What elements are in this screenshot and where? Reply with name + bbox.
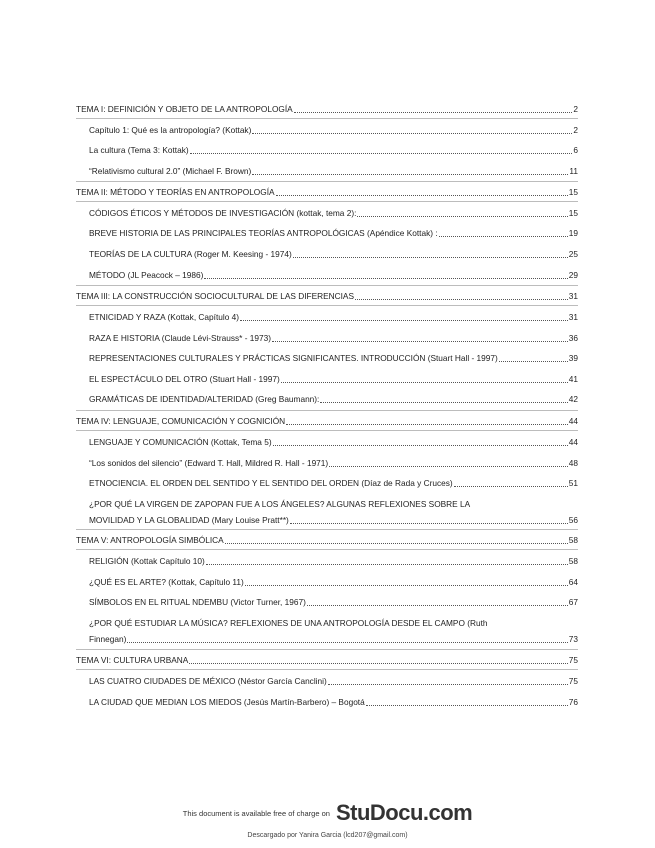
toc-entry[interactable] [89,228,578,239]
dot-leader [366,704,568,706]
divider [76,201,578,202]
download-credit: Descargado por Yanira Garcia (lcd207@gmail.com) [247,832,408,839]
toc-entry-title: TEMA II: MÉTODO Y TEORÍAS EN ANTROPOLOGÍA [76,187,275,197]
toc-entry-title-cont: MOVILIDAD Y LA GLOBALIDAD (Mary Louise Pratt**) [89,515,289,525]
toc-entry[interactable] [89,499,578,526]
toc-entry-page: 48 [568,458,578,468]
dot-leader [189,662,567,664]
toc-entry-page: 31 [568,291,578,301]
dot-leader [293,256,568,258]
toc-entry-title: ¿POR QUÉ LA VIRGEN DE ZAPOPAN FUE A LOS ÁNGELES? ALGUNAS REFLEXIONES SOBRE LA [89,499,471,509]
toc-entry-page: 39 [568,353,578,363]
dot-leader [245,584,568,586]
toc-entry[interactable] [76,416,578,427]
toc-entry-title: RELIGIÓN (Kottak Capítulo 10) [89,556,205,566]
dot-leader [273,444,568,446]
toc-entry-title: LA CIUDAD QUE MEDIAN LOS MIEDOS (Jesús Martín-Barbero) – Bogotá [89,697,365,707]
toc-entry-page: 2 [573,104,578,114]
toc-entry[interactable] [89,697,578,708]
toc-entry[interactable] [76,104,578,115]
toc-entry-title: RAZA E HISTORIA (Claude Lévi-Strauss* - 1973) [89,333,271,343]
dot-leader [127,641,567,643]
toc-entry-title: REPRESENTACIONES CULTURALES Y PRÁCTICAS SIGNIFICANTES. INTRODUCCIÓN (Stuart Hall - 1997) [89,353,498,363]
toc-entry-title: ¿QUÉ ES EL ARTE? (Kottak, Capítulo 11) [89,577,244,587]
toc-entry-page: 36 [568,333,578,343]
dot-leader [281,381,568,383]
toc-entry-page: 15 [568,187,578,197]
toc-entry[interactable] [89,597,578,608]
toc-entry-page: 6 [573,145,578,155]
toc-entry[interactable] [89,458,578,469]
toc-entry[interactable] [89,556,578,567]
toc-entry-title: ETNICIDAD Y RAZA (Kottak, Capítulo 4) [89,312,240,322]
toc-entry-page: 67 [568,597,578,607]
dot-leader [329,465,568,467]
toc-entry[interactable] [89,333,578,344]
divider [76,649,578,650]
toc-entry-title: TEMA V: ANTROPOLOGÍA SIMBÓLICA [76,535,224,545]
toc-entry-title: TEMA VI: CULTURA URBANA [76,655,189,665]
toc-entry-page: 51 [568,478,578,488]
toc-entry-page: 25 [568,249,578,259]
toc-entry-page: 44 [568,437,578,447]
toc-entry[interactable] [76,535,578,546]
toc-entry-title: GRAMÁTICAS DE IDENTIDAD/ALTERIDAD (Greg Baumann): [89,394,320,404]
dot-leader [357,215,567,217]
dot-leader [320,401,567,403]
toc-entry-title-cont: Finnegan) [89,634,127,644]
divider [76,549,578,550]
toc-entry[interactable] [89,208,578,219]
toc-entry-page: 15 [568,208,578,218]
toc-entry-page: 75 [568,676,578,686]
toc-entry[interactable] [76,291,578,302]
toc-entry[interactable] [89,437,578,448]
toc-entry-title: CÓDIGOS ÉTICOS Y MÉTODOS DE INVESTIGACIÓN (kottak, tema 2): [89,208,357,218]
toc-entry-page: 58 [568,556,578,566]
toc-entry[interactable] [89,353,578,364]
dot-leader [204,277,567,279]
toc-entry[interactable] [89,312,578,323]
toc-entry-page: 19 [568,228,578,238]
toc-entry-title: TEMA I: DEFINICIÓN Y OBJETO DE LA ANTROPOLOGÍA [76,104,293,114]
divider [76,118,578,119]
toc-entry[interactable] [89,125,578,136]
divider [76,305,578,306]
toc-entry-title: Capítulo 1: Qué es la antropología? (Kottak) [89,125,252,135]
toc-entry-title: SÍMBOLOS EN EL RITUAL NDEMBU (Victor Turner, 1967) [89,597,306,607]
toc-entry-title: “Los sonidos del silencio” (Edward T. Hall, Mildred R. Hall - 1971) [89,458,329,468]
toc-entry-title: TEMA IV: LENGUAJE, COMUNICACIÓN Y COGNICIÓN [76,416,286,426]
dot-leader [328,683,568,685]
dot-leader [294,111,573,113]
dot-leader [286,423,568,425]
toc-entry-title: La cultura (Tema 3: Kottak) [89,145,189,155]
footer [0,800,655,839]
toc-entry-title: TEMA III: LA CONSTRUCCIÓN SOCIOCULTURAL DE LAS DIFERENCIAS [76,291,354,301]
toc-entry[interactable] [89,394,578,405]
dot-leader [355,298,568,300]
toc-entry-title: ¿POR QUÉ ESTUDIAR LA MÚSICA? REFLEXIONES DE UNA ANTROPOLOGÍA DESDE EL CAMPO (Ruth [89,618,488,628]
toc-entry[interactable] [89,618,578,645]
dot-leader [225,542,568,544]
toc-entry-title: LENGUAJE Y COMUNICACIÓN (Kottak, Tema 5) [89,437,272,447]
dot-leader [252,173,568,175]
footer-note: This document is available free of charge on [182,808,330,818]
toc-entry[interactable] [89,249,578,260]
divider [76,410,578,411]
toc-entry-title: EL ESPECTÁCULO DEL OTRO (Stuart Hall - 1997) [89,374,280,384]
toc-entry-page: 56 [568,515,578,525]
divider [76,669,578,670]
divider [76,529,578,530]
toc-entry-page: 44 [568,416,578,426]
dot-leader [206,563,568,565]
toc-entry[interactable] [89,478,578,489]
toc-entry-title: BREVE HISTORIA DE LAS PRINCIPALES TEORÍAS ANTROPOLÓGICAS (Apéndice Kottak) : [89,228,438,238]
toc-entry-page: 58 [568,535,578,545]
toc-entry-page: 11 [569,166,578,176]
dot-leader [454,485,568,487]
toc-entry[interactable] [89,166,578,177]
toc-entry[interactable] [89,374,578,385]
toc-entry[interactable] [89,270,578,281]
divider [76,430,578,431]
toc-entry-title: ETNOCIENCIA. EL ORDEN DEL SENTIDO Y EL SENTIDO DEL ORDEN (Díaz de Rada y Cruces) [89,478,453,488]
toc-entry-page: 76 [568,697,578,707]
dot-leader [307,604,568,606]
toc-entry-page: 29 [568,270,578,280]
toc-entry-page: 41 [568,374,578,384]
toc-entry-title: TEORÍAS DE LA CULTURA (Roger M. Keesing - 1974) [89,249,292,259]
divider [76,181,578,182]
dot-leader [240,319,568,321]
toc-entry-title: MÉTODO (JL Peacock – 1986) [89,270,204,280]
toc-entry-title: “Relativismo cultural 2.0” (Michael F. Brown) [89,166,252,176]
dot-leader [190,152,573,154]
toc-entry-page: 2 [573,125,578,135]
studocu-logo[interactable]: StuDocu.com [335,800,473,825]
toc-entry-page: 64 [568,577,578,587]
divider [76,285,578,286]
toc-entry-title: LAS CUATRO CIUDADES DE MÉXICO (Néstor García Canclini) [89,676,327,686]
toc-entry-page: 75 [568,655,578,665]
toc-entry-page: 31 [568,312,578,322]
toc-entry-page: 73 [568,634,578,644]
dot-leader [272,340,568,342]
toc-entry[interactable] [89,145,578,156]
dot-leader [439,235,568,237]
toc-entry[interactable] [89,577,578,588]
dot-leader [499,360,568,362]
toc-entry-page: 42 [568,394,578,404]
dot-leader [252,132,572,134]
dot-leader [290,522,568,524]
toc-entry[interactable] [76,187,578,198]
toc-entry[interactable] [89,676,578,687]
toc-entry[interactable] [76,655,578,666]
dot-leader [276,194,568,196]
